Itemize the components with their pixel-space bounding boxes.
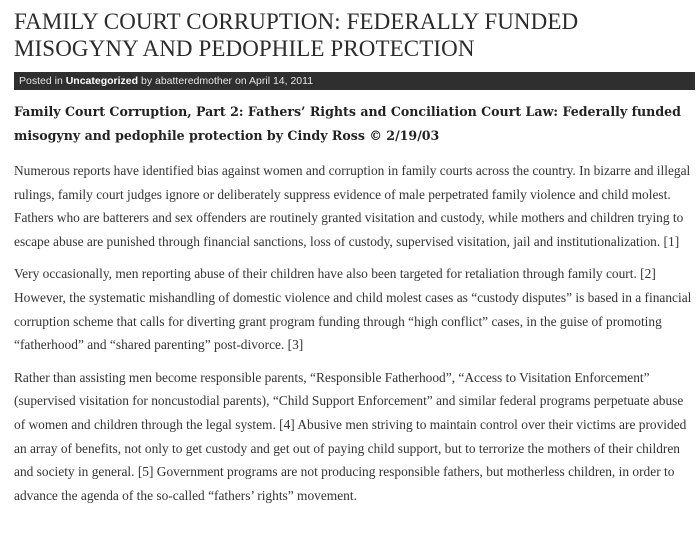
- author-link[interactable]: abatteredmother: [155, 75, 233, 87]
- post-title[interactable]: FAMILY COURT CORRUPTION: FEDERALLY FUNDED MISOGYNY AND PEDOPHILE PROTECTION: [14, 9, 579, 61]
- blog-post: [14, 0, 694, 507]
- posted-in-label: Posted in: [19, 75, 63, 87]
- by-label: by: [140, 75, 153, 87]
- paragraph-1: Numerous reports have identified bias against women and corruption in family courts across the country. In bizarre and illegal rulings, family court judges ignore or deliberately suppress evidence of male perpetrated family violence and child molest. Fathers who are batterers and sex offenders are routinely granted visitation and custody, while mothers and children trying to escape abuse are punished through financial sanctions, loss of custody, supervised visitation, jail and institutionalization. [1]: [14, 163, 691, 249]
- post-date: April 14, 2011: [249, 75, 314, 87]
- paragraph-2: Very occasionally, men reporting abuse of their children have also been targeted for retaliation through family court. [2] However, the systematic mishandling of domestic violence and child molest cases as “custody disputes” is based in a financial corruption scheme that calls for diverting grant program funding through “high conflict” cases, in the guise of promoting “fatherhood” and “shared parenting” post-divorce. [3]: [14, 266, 692, 353]
- paragraph-3: Rather than assisting men become responsible parents, “Responsible Fatherhood”, “Access to Visitation Enforcement” (supervised visitation for noncustodial parents), “Child Support Enforcement” and similar federal programs perpetuate abuse of women and children through the legal system. [4] Abusive men striving to maintain control over their victims are provided an array of benefits, not only to get custody and get out of paying child support, but to terrorize the mothers of their children and society in general. [5] Government programs are not producing responsible fathers, but motherless children, in order to advance the agenda of the so-called “fathers’ rights” movement.: [14, 369, 687, 503]
- on-label: on: [234, 75, 247, 87]
- category-link[interactable]: Uncategorized: [65, 75, 139, 87]
- post-meta-bar: [14, 72, 695, 90]
- article-subheading: Family Court Corruption, Part 2: Fathers’ Rights and Conciliation Court Law: Federally funded misogyny and pedophile protection by Cindy Ross © 2/19/03: [14, 104, 681, 143]
